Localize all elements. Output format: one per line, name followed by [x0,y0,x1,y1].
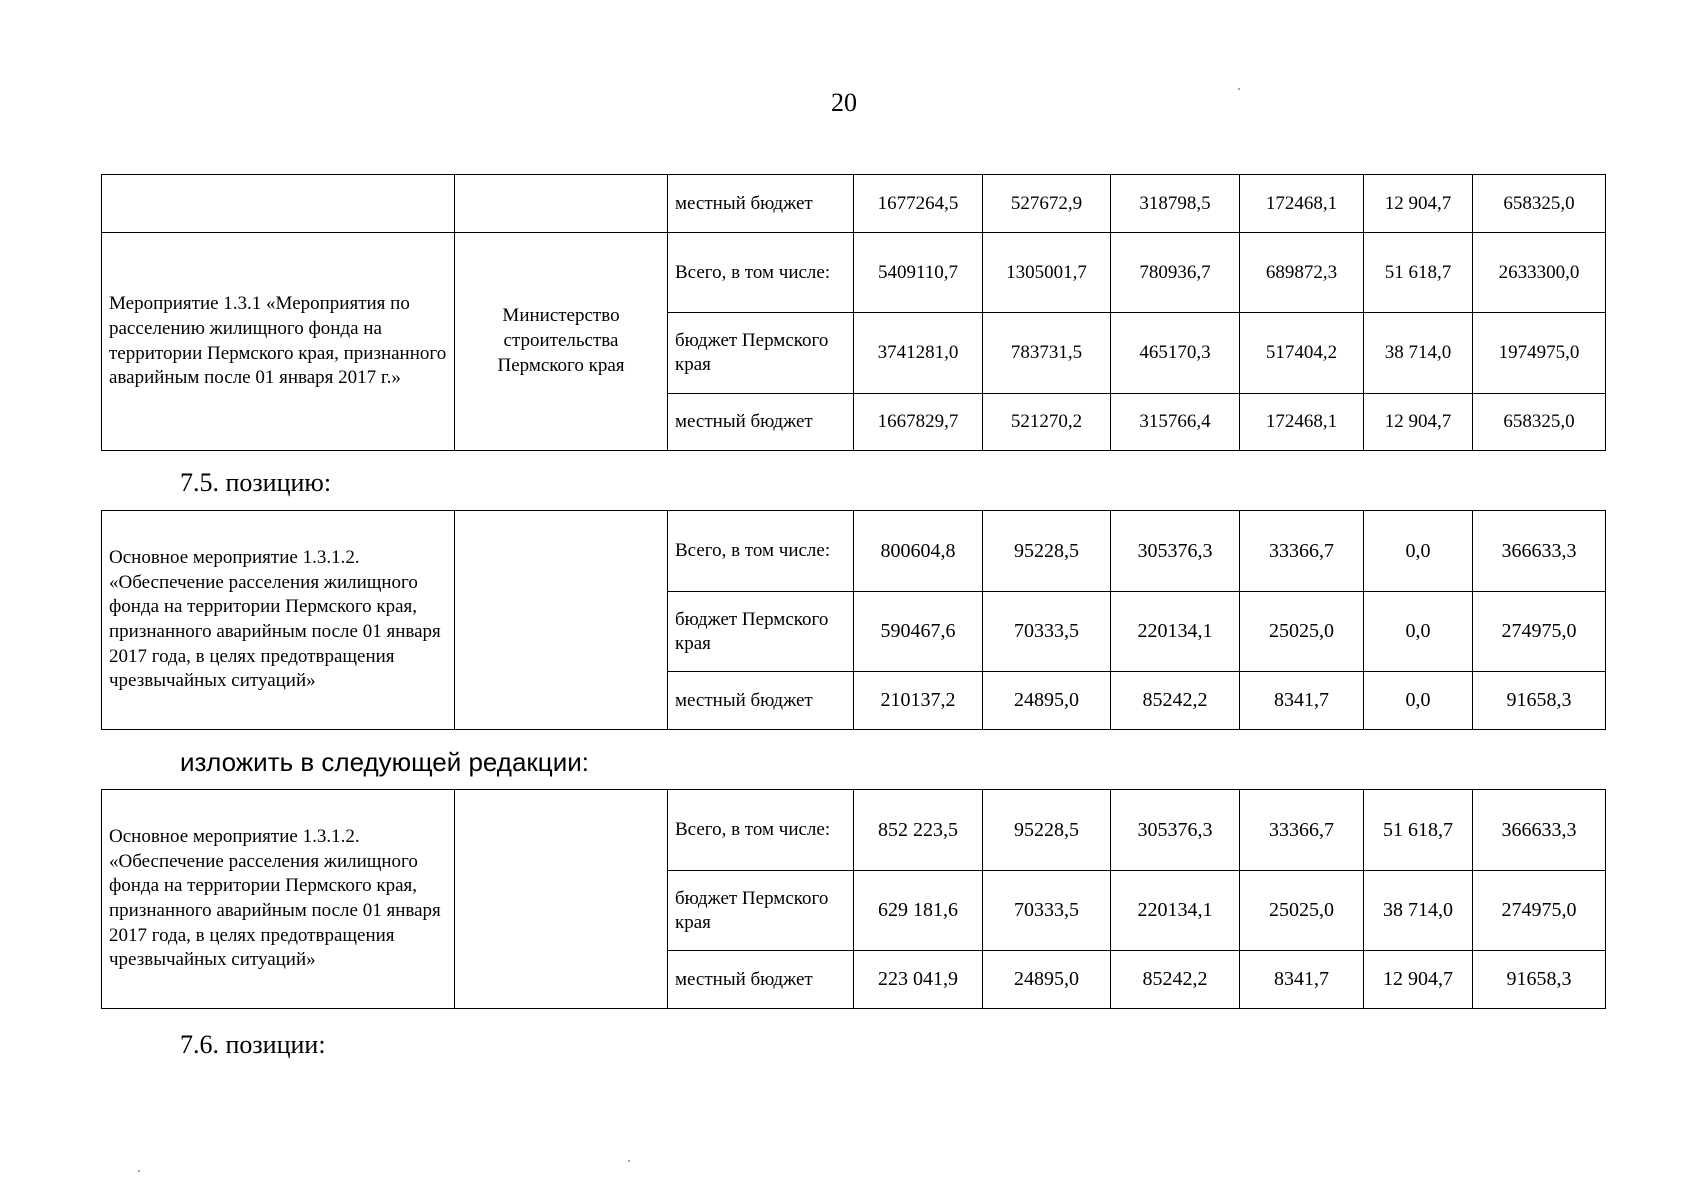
value-cell: 70333,5 [983,871,1111,951]
value-cell: 85242,2 [1111,951,1240,1009]
value-cell: 172468,1 [1240,175,1364,233]
description-cell: Мероприятие 1.3.1 «Мероприятия по расселению жилищного фонда на территории Пермского края, признанного аварийным после 01 января 2017 г.» [102,233,455,451]
heading-7-6: 7.6. позиции: [180,1030,326,1059]
value-cell: 33366,7 [1240,790,1364,871]
value-cell: 51 618,7 [1364,233,1473,313]
table-measure-1-3-1 [101,174,1606,451]
value-cell: 91658,3 [1473,951,1606,1009]
value-cell: 24895,0 [983,672,1111,730]
value-cell: 0,0 [1364,592,1473,672]
value-cell: 12 904,7 [1364,394,1473,451]
value-cell: 8341,7 [1240,951,1364,1009]
funding-source-cell: бюджет Пермского края [668,871,854,951]
value-cell: 95228,5 [983,511,1111,592]
value-cell: 5409110,7 [854,233,983,313]
funding-source-cell: местный бюджет [668,951,854,1009]
scan-speck [138,1170,140,1172]
value-cell: 1305001,7 [983,233,1111,313]
description-cell: Основное мероприятие 1.3.1.2. «Обеспечение расселения жилищного фонда на территории Пермского края, признанного аварийным после 01 января 2017 года, в целях предотвращения чрезвычайных ситуаций» [102,790,455,1009]
funding-source-cell: Всего, в том числе: [668,511,854,592]
value-cell: 1974975,0 [1473,313,1606,394]
value-cell: 3741281,0 [854,313,983,394]
value-cell: 51 618,7 [1364,790,1473,871]
funding-source-cell: местный бюджет [668,672,854,730]
value-cell: 465170,3 [1111,313,1240,394]
value-cell: 305376,3 [1111,511,1240,592]
value-cell: 8341,7 [1240,672,1364,730]
responsible-cell [455,790,668,1009]
page-number: 20 [831,88,857,117]
value-cell: 305376,3 [1111,790,1240,871]
value-cell: 25025,0 [1240,871,1364,951]
value-cell: 0,0 [1364,672,1473,730]
table-row [102,790,1606,871]
value-cell: 783731,5 [983,313,1111,394]
table-row [102,175,1606,233]
funding-source-cell: местный бюджет [668,394,854,451]
value-cell: 852 223,5 [854,790,983,871]
value-cell: 658325,0 [1473,175,1606,233]
value-cell: 38 714,0 [1364,313,1473,394]
responsible-cell [455,511,668,730]
table-measure-1-3-1-2-old [101,510,1606,730]
value-cell: 366633,3 [1473,790,1606,871]
value-cell: 85242,2 [1111,672,1240,730]
funding-source-cell: местный бюджет [668,175,854,233]
value-cell: 527672,9 [983,175,1111,233]
value-cell: 658325,0 [1473,394,1606,451]
value-cell: 33366,7 [1240,511,1364,592]
value-cell: 12 904,7 [1364,175,1473,233]
value-cell: 38 714,0 [1364,871,1473,951]
value-cell: 223 041,9 [854,951,983,1009]
value-cell: 25025,0 [1240,592,1364,672]
value-cell: 220134,1 [1111,871,1240,951]
table-row [102,511,1606,592]
value-cell: 780936,7 [1111,233,1240,313]
value-cell: 91658,3 [1473,672,1606,730]
scan-speck [628,1160,630,1162]
value-cell: 274975,0 [1473,871,1606,951]
heading-7-5: 7.5. позицию: [180,468,332,497]
value-cell: 24895,0 [983,951,1111,1009]
value-cell: 629 181,6 [854,871,983,951]
value-cell: 800604,8 [854,511,983,592]
value-cell: 517404,2 [1240,313,1364,394]
table-measure-1-3-1-2-new [101,789,1606,1009]
value-cell: 274975,0 [1473,592,1606,672]
value-cell: 210137,2 [854,672,983,730]
funding-source-cell: бюджет Пермского края [668,313,854,394]
funding-source-cell: Всего, в том числе: [668,790,854,871]
funding-source-cell: Всего, в том числе: [668,233,854,313]
responsible-cell [455,175,668,233]
value-cell: 172468,1 [1240,394,1364,451]
value-cell: 70333,5 [983,592,1111,672]
value-cell: 689872,3 [1240,233,1364,313]
funding-source-cell: бюджет Пермского края [668,592,854,672]
value-cell: 521270,2 [983,394,1111,451]
heading-edit: изложить в следующей редакции: [180,747,589,777]
value-cell: 2633300,0 [1473,233,1606,313]
value-cell: 1677264,5 [854,175,983,233]
value-cell: 315766,4 [1111,394,1240,451]
value-cell: 0,0 [1364,511,1473,592]
value-cell: 1667829,7 [854,394,983,451]
value-cell: 220134,1 [1111,592,1240,672]
description-cell: Основное мероприятие 1.3.1.2. «Обеспечение расселения жилищного фонда на территории Пермского края, признанного аварийным после 01 января 2017 года, в целях предотвращения чрезвычайных ситуаций» [102,511,455,730]
value-cell: 318798,5 [1111,175,1240,233]
scan-speck [1238,88,1240,90]
table-row [102,233,1606,313]
value-cell: 12 904,7 [1364,951,1473,1009]
responsible-cell: Министерство строительства Пермского края [455,233,668,451]
value-cell: 95228,5 [983,790,1111,871]
value-cell: 366633,3 [1473,511,1606,592]
value-cell: 590467,6 [854,592,983,672]
description-cell [102,175,455,233]
